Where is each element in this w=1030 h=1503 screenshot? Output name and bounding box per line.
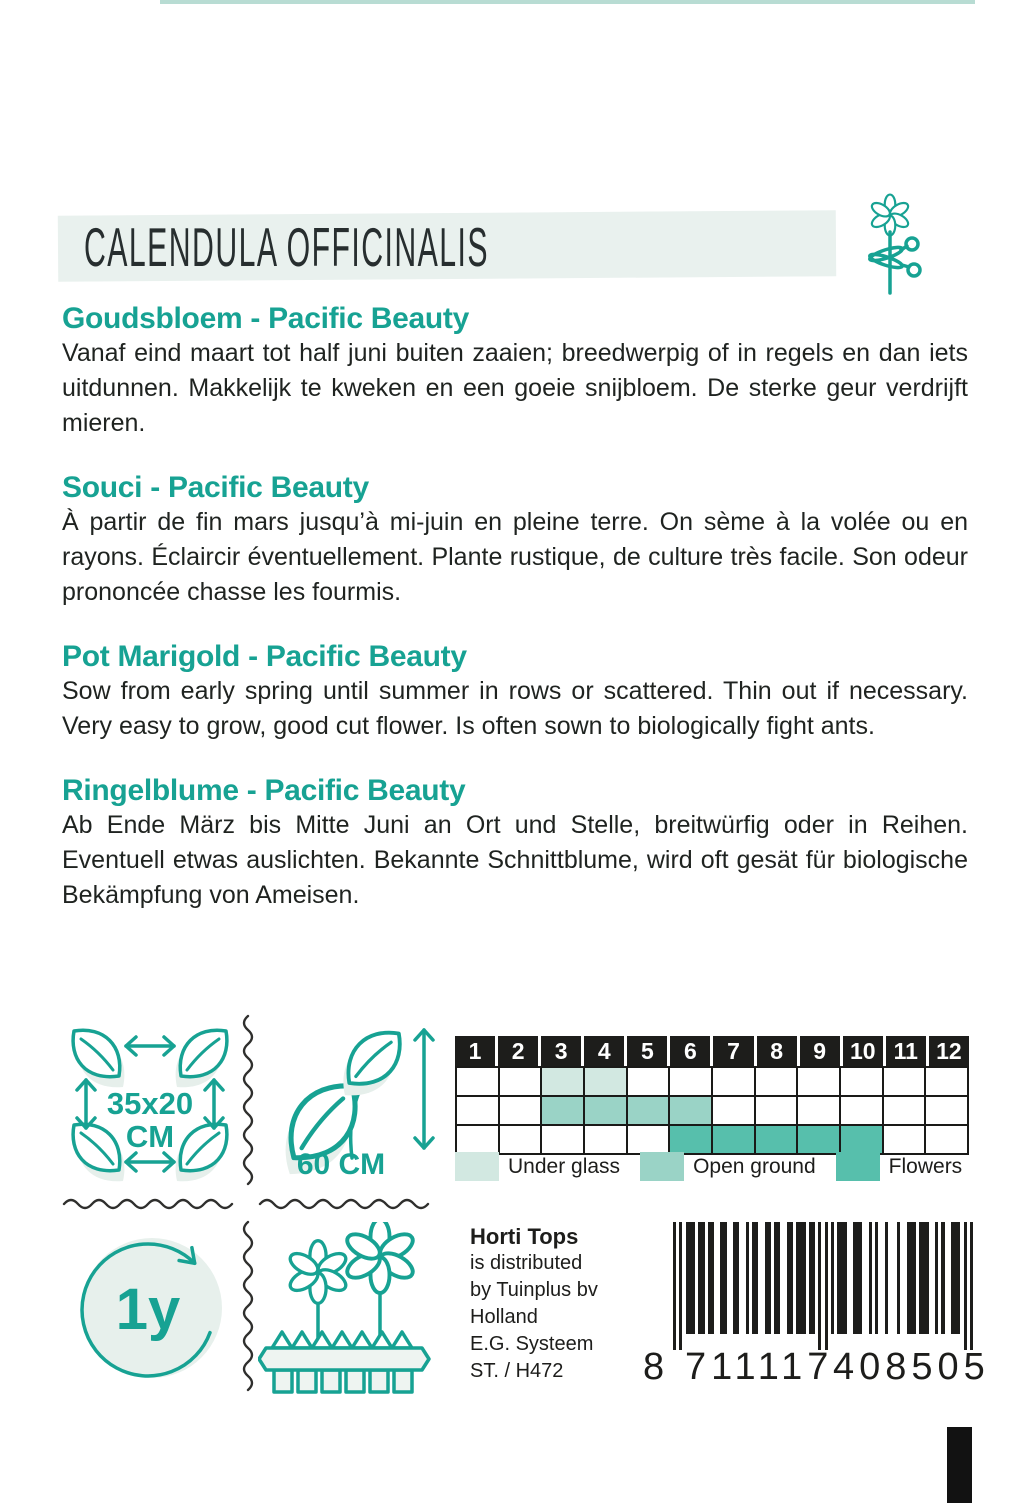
legend-item-open-ground — [640, 1152, 816, 1181]
calendar-cell-open-ground-7 — [713, 1097, 756, 1124]
barcode-bar — [809, 1222, 815, 1334]
calendar-cell-flowers-7 — [713, 1126, 756, 1153]
calendar-month-10: 10 — [843, 1036, 883, 1066]
section-english — [62, 640, 968, 744]
section-heading-german: Ringelblume - Pacific Beauty — [62, 774, 466, 807]
divider-wavy-horizontal — [62, 1196, 238, 1210]
calendar-header-row — [455, 1036, 969, 1066]
barcode-bar — [720, 1222, 726, 1334]
calendar-cell-open-ground-1 — [457, 1097, 500, 1124]
calendar-cell-under-glass-6 — [670, 1068, 713, 1095]
spacing-value-label: 35x20 — [106, 1086, 194, 1121]
calendar-cell-under-glass-10 — [841, 1068, 884, 1095]
barcode-bar — [752, 1222, 758, 1334]
barcode-bar — [787, 1222, 793, 1334]
calendar-cell-flowers-9 — [798, 1126, 841, 1153]
barcode-digits — [643, 1344, 990, 1392]
section-body-dutch: Vanaf eind maart tot half juni buiten zaaien; breedwerpig of in regels en dan iets uitdunnen. Makkelijk te kweken en een goeie snijbloem. De sterke geur verdrijft mieren. — [62, 339, 968, 437]
barcode-bar — [679, 1222, 682, 1350]
section-body-english: Sow from early spring until summer in rows or scattered. Thin out if necessary. Very easy to grow, good cut flower. Is often sown to biologically fight ants. — [62, 677, 968, 740]
calendar-cell-under-glass-4 — [585, 1068, 628, 1095]
legend-swatch-under-glass — [455, 1152, 499, 1181]
barcode-bar — [698, 1222, 704, 1334]
calendar-cell-under-glass-3 — [542, 1068, 585, 1095]
divider-wavy-vertical — [240, 1014, 256, 1186]
calendar-month-4: 4 — [584, 1036, 624, 1066]
barcode-bar — [970, 1222, 973, 1350]
calendar-cell-flowers-10 — [841, 1126, 884, 1153]
calendar-month-12: 12 — [929, 1036, 969, 1066]
calendar-month-7: 7 — [713, 1036, 753, 1066]
calendar-cell-under-glass-8 — [756, 1068, 799, 1095]
barcode-bar — [853, 1222, 862, 1334]
calendar-cell-flowers-4 — [585, 1126, 628, 1153]
calendar-cell-open-ground-9 — [798, 1097, 841, 1124]
cut-flower-icon — [860, 188, 932, 296]
barcode-bar — [831, 1222, 834, 1334]
legend-swatch-flowers — [836, 1152, 880, 1181]
calendar-cell-flowers-2 — [500, 1126, 543, 1153]
barcode-bar — [951, 1222, 960, 1334]
distributor-line: is distributed — [470, 1252, 583, 1274]
barcode-bar — [774, 1222, 780, 1334]
section-french — [62, 471, 968, 610]
distributor-info — [470, 1224, 670, 1385]
calendar-cell-under-glass-5 — [628, 1068, 671, 1095]
lifecycle-label: 1y — [115, 1277, 181, 1342]
calendar-cell-flowers-3 — [542, 1126, 585, 1153]
calendar-month-2: 2 — [498, 1036, 538, 1066]
section-heading-english: Pot Marigold - Pacific Beauty — [62, 640, 467, 673]
barcode-bar — [964, 1222, 967, 1350]
calendar-month-9: 9 — [800, 1036, 840, 1066]
calendar-cell-open-ground-11 — [884, 1097, 927, 1124]
legend-item-flowers — [836, 1152, 963, 1181]
section-dutch — [62, 302, 968, 441]
barcode-bar — [919, 1222, 928, 1334]
calendar-cell-flowers-8 — [756, 1126, 799, 1153]
barcode-bar — [686, 1222, 695, 1334]
calendar-cell-open-ground-10 — [841, 1097, 884, 1124]
page-title-text: CALENDULA OFFICINALIS — [84, 216, 489, 278]
lifecycle-pictogram — [60, 1222, 236, 1398]
calendar-cell-open-ground-6 — [670, 1097, 713, 1124]
calendar-month-8: 8 — [757, 1036, 797, 1066]
barcode-right-group: 408505 — [833, 1346, 990, 1388]
distributor-line: Holland — [470, 1306, 538, 1328]
barcode-bar — [897, 1222, 900, 1334]
section-body-french: À partir de fin mars jusqu’à mi-juin en pleine terre. On sème à la volée ou en rayons. Éclaircir éventuellement. Plante rustique, de culture très facile. Son odeur prononcée chasse les fourmis. — [62, 508, 968, 606]
barcode-bar — [818, 1222, 821, 1350]
divider-wavy-horizontal — [258, 1196, 434, 1210]
print-corner-mark — [947, 1427, 972, 1503]
distributor-line: by Tuinplus bv — [470, 1279, 598, 1301]
barcode-left-group: 711117 — [685, 1346, 834, 1388]
vertical-measure-arrow-icon — [415, 1030, 433, 1148]
calendar-cell-open-ground-2 — [500, 1097, 543, 1124]
horizontal-arrow-icon — [126, 1037, 174, 1055]
calendar-cell-open-ground-4 — [585, 1097, 628, 1124]
horizontal-arrow-icon — [126, 1153, 174, 1171]
calendar-month-6: 6 — [670, 1036, 710, 1066]
calendar-month-3: 3 — [541, 1036, 581, 1066]
calendar-cell-flowers-11 — [884, 1126, 927, 1153]
calendar-month-5: 5 — [627, 1036, 667, 1066]
calendar-cell-under-glass-1 — [457, 1068, 500, 1095]
calendar-cell-under-glass-7 — [713, 1068, 756, 1095]
legend-label-open-ground: Open ground — [693, 1154, 816, 1178]
calendar-cell-flowers-1 — [457, 1126, 500, 1153]
height-value-label: 60 CM — [296, 1148, 386, 1181]
legend-label-under-glass: Under glass — [508, 1154, 621, 1178]
description-sections — [62, 302, 968, 943]
barcode-bar — [935, 1222, 938, 1334]
barcode-bar — [869, 1222, 872, 1334]
barcode-bar — [746, 1222, 749, 1334]
barcode-bar — [837, 1222, 846, 1334]
planter-pictogram — [258, 1222, 443, 1400]
barcode-bar — [733, 1222, 739, 1334]
barcode-bar — [907, 1222, 916, 1334]
ean-barcode — [643, 1222, 990, 1397]
height-pictogram — [256, 1016, 446, 1188]
barcode-first-digit: 8 — [643, 1346, 665, 1388]
section-heading-dutch: Goudsbloem - Pacific Beauty — [62, 302, 469, 335]
section-german — [62, 774, 968, 913]
calendar-cell-open-ground-5 — [628, 1097, 671, 1124]
calendar-body — [455, 1066, 969, 1155]
barcode-bar — [673, 1222, 676, 1350]
barcode-bar — [765, 1222, 771, 1334]
spacing-pictogram — [58, 1016, 242, 1188]
calendar-cell-flowers-6 — [670, 1126, 713, 1153]
calendar-row-open-ground — [457, 1097, 967, 1126]
calendar-cell-under-glass-12 — [926, 1068, 967, 1095]
barcode-bar — [941, 1222, 944, 1334]
page-title — [84, 216, 646, 278]
calendar-cell-open-ground-3 — [542, 1097, 585, 1124]
flowers-planter-icon — [258, 1222, 443, 1400]
barcode-bar — [708, 1222, 714, 1334]
calendar-month-1: 1 — [455, 1036, 495, 1066]
section-heading-french: Souci - Pacific Beauty — [62, 471, 369, 504]
calendar-legend — [455, 1152, 995, 1181]
barcode-bar — [875, 1222, 878, 1334]
legend-swatch-open-ground — [640, 1152, 684, 1181]
calendar-cell-under-glass-9 — [798, 1068, 841, 1095]
distributor-brand: Horti Tops — [470, 1224, 579, 1249]
calendar-month-11: 11 — [886, 1036, 926, 1066]
sowing-calendar — [455, 1036, 969, 1155]
calendar-cell-open-ground-8 — [756, 1097, 799, 1124]
calendar-row-flowers — [457, 1126, 967, 1153]
barcode-bar — [796, 1222, 805, 1334]
barcode-bar — [885, 1222, 888, 1334]
section-body-german: Ab Ende März bis Mitte Juni an Ort und Stelle, breitwürfig oder in Reihen. Eventuell etwas auslichten. Bekannte Schnittblume, wird oft gesät für biologische Bekämpfung von Ameisen. — [62, 811, 968, 909]
barcode-bars — [673, 1222, 973, 1352]
calendar-cell-open-ground-12 — [926, 1097, 967, 1124]
calendar-cell-flowers-12 — [926, 1126, 967, 1153]
calendar-cell-flowers-5 — [628, 1126, 671, 1153]
divider-wavy-vertical — [240, 1220, 256, 1392]
top-accent-line — [160, 0, 975, 4]
calendar-cell-under-glass-11 — [884, 1068, 927, 1095]
spacing-unit-label: CM — [125, 1119, 175, 1154]
barcode-bar — [825, 1222, 828, 1350]
distributor-line: ST. / H472 — [470, 1360, 564, 1382]
scissors-icon — [869, 238, 920, 276]
legend-label-flowers: Flowers — [888, 1154, 963, 1178]
legend-item-under-glass — [455, 1152, 620, 1181]
distributor-line: E.G. Systeem — [470, 1333, 594, 1355]
calendar-row-under-glass — [457, 1068, 967, 1097]
calendar-cell-under-glass-2 — [500, 1068, 543, 1095]
